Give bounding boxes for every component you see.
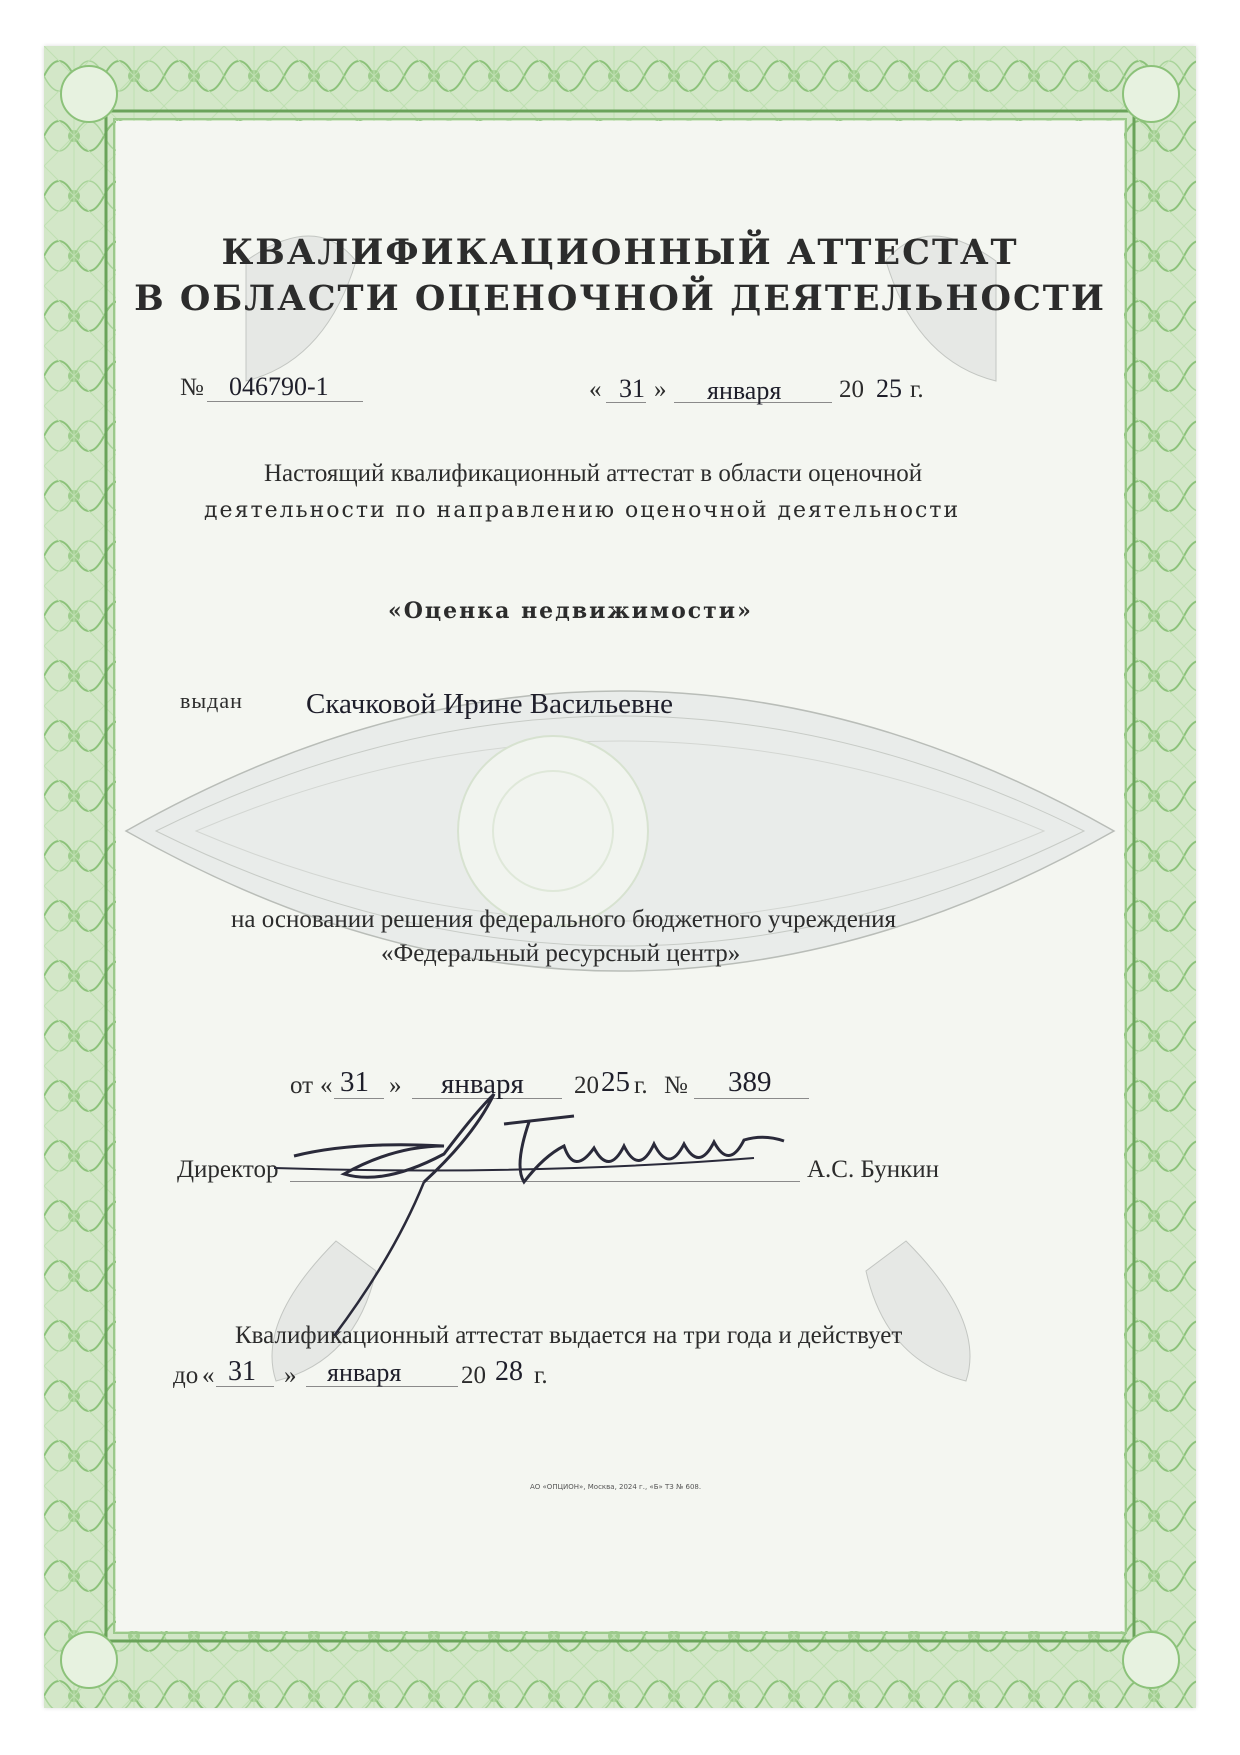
date-quote-close: » xyxy=(654,376,667,403)
decision-quote-open: « xyxy=(320,1072,333,1099)
assessment-direction: «Оценка недвижимости» xyxy=(388,598,753,624)
decision-century: 20 xyxy=(574,1072,599,1099)
validity-day: 31 xyxy=(228,1356,256,1387)
date-century: 20 xyxy=(839,376,864,403)
date-year: 25 xyxy=(876,374,902,403)
validity-century: 20 xyxy=(461,1362,486,1389)
date-month: января xyxy=(707,376,782,405)
director-name: А.С. Бункин xyxy=(807,1156,939,1183)
validity-quote-close: » xyxy=(284,1362,297,1389)
validity-month: января xyxy=(327,1358,402,1387)
validity-year: 28 xyxy=(495,1356,523,1387)
validity-until: до xyxy=(173,1362,199,1389)
number-sign: № xyxy=(180,374,204,401)
decision-month: января xyxy=(441,1068,524,1100)
issued-label: выдан xyxy=(180,688,243,713)
title-line-2: В ОБЛАСТИ ОЦЕНОЧНОЙ ДЕЯТЕЛЬНОСТИ xyxy=(134,278,1106,319)
title-line-1: КВАЛИФИКАЦИОННЫЙ АТТЕСТАТ xyxy=(221,232,1019,273)
decision-year-suffix: г. xyxy=(634,1072,648,1099)
director-label: Директор xyxy=(177,1156,279,1183)
decision-day: 31 xyxy=(340,1066,369,1098)
date-year-suffix: г. xyxy=(910,376,924,403)
decision-from: от xyxy=(290,1072,314,1099)
validity-line-1: Квалификационный аттестат выдается на три года и действует xyxy=(235,1322,903,1349)
decision-quote-close: » xyxy=(389,1072,402,1099)
intro-line-1: Настоящий квалификационный аттестат в области оценочной xyxy=(264,460,923,487)
decision-number: 389 xyxy=(728,1066,772,1098)
decision-year: 25 xyxy=(601,1066,630,1098)
intro-line-2: деятельности по направлению оценочной деятельности xyxy=(204,498,961,523)
basis-line-1: на основании решения федерального бюджетного учреждения xyxy=(231,906,897,933)
certificate-body xyxy=(116,121,1124,1631)
date-day: 31 xyxy=(619,374,645,403)
certificate-sheet xyxy=(44,46,1196,1708)
printer-imprint: АО «ОПЦИОН», Москва, 2024 г., «Б» ТЗ № 608. xyxy=(530,1483,702,1491)
basis-line-2: «Федеральный ресурсный центр» xyxy=(381,940,741,967)
date-quote-open: « xyxy=(589,376,602,403)
director-signature xyxy=(274,1086,874,1356)
validity-quote-open: « xyxy=(202,1362,215,1389)
decision-number-sign: № xyxy=(664,1072,688,1099)
validity-year-suffix: г. xyxy=(534,1362,548,1389)
holder-name: Скачковой Ирине Васильевне xyxy=(306,688,674,720)
certificate-number: 046790-1 xyxy=(229,372,329,401)
background-rosette xyxy=(116,121,1124,1631)
